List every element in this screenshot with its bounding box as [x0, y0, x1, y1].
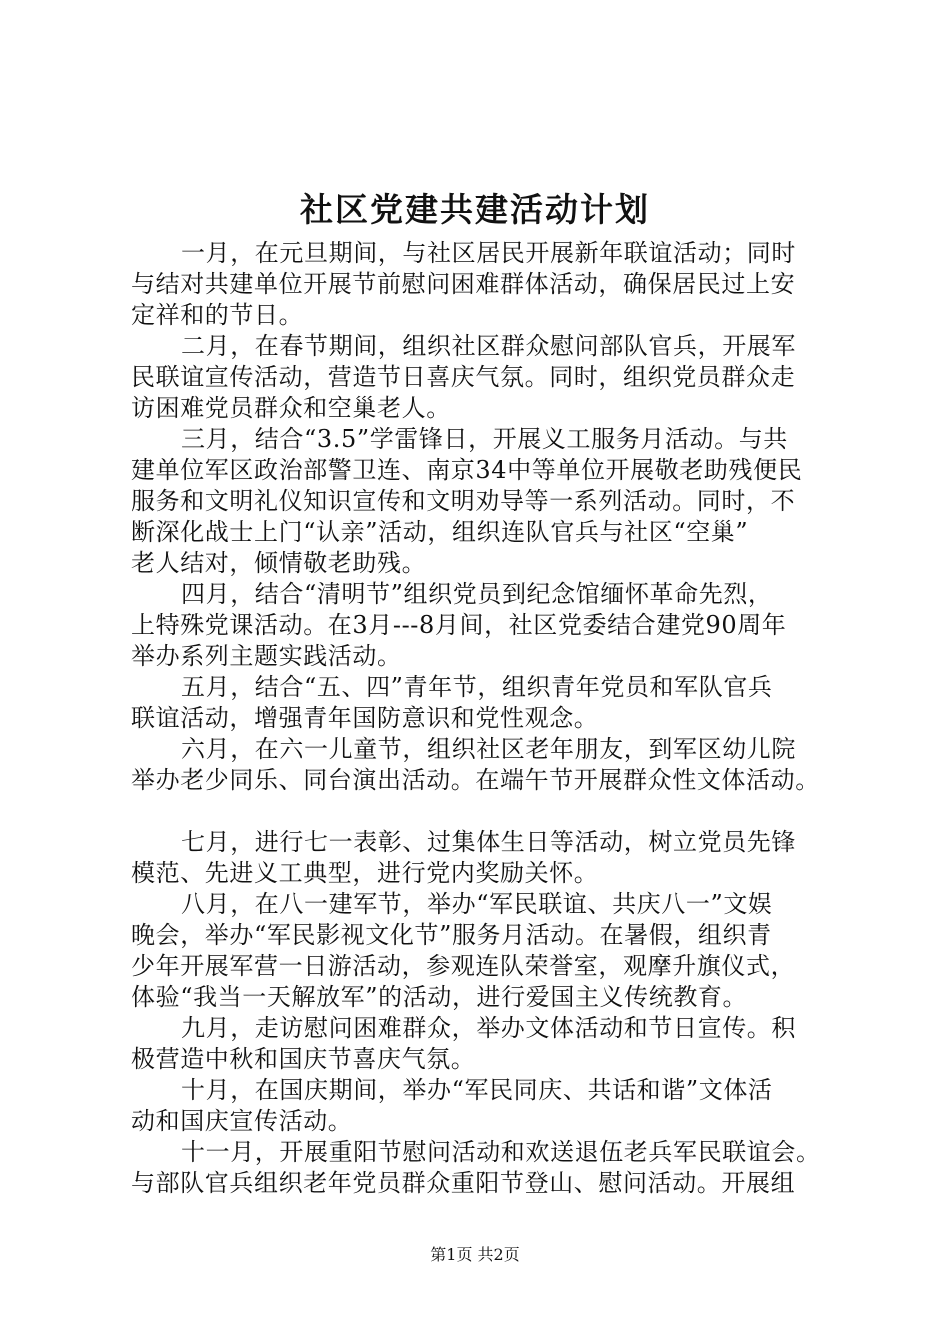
paragraph-line: 晚会，举办“军民影视文化节”服务月活动。在暑假，组织青 [131, 921, 772, 949]
paragraph-line: 七月，进行七一表彰、过集体生日等活动，树立党员先锋 [181, 828, 796, 856]
document-title: 社区党建共建活动计划 [300, 190, 650, 229]
paragraph-line: 五月，结合“五、四”青年节，组织青年党员和军队官兵 [181, 673, 773, 701]
paragraph-line: 与结对共建单位开展节前慰问困难群体活动，确保居民过上安 [131, 270, 796, 298]
paragraph-line: 民联谊宣传活动，营造节日喜庆气氛。同时，组织党员群众走 [131, 363, 796, 391]
paragraph-line: 建单位军区政治部警卫连、南京34中等单位开展敬老助残便民 [131, 456, 803, 484]
paragraph-line: 体验“我当一天解放军”的活动，进行爱国主义传统教育。 [131, 983, 748, 1011]
paragraph-line: 少年开展军营一日游活动，参观连队荣誉室，观摩升旗仪式， [131, 952, 796, 980]
paragraph-line: 十月，在国庆期间，举办“军民同庆、共话和谐”文体活 [181, 1076, 773, 1104]
paragraph-line: 九月，走访慰问困难群众，举办文体活动和节日宣传。积 [181, 1014, 796, 1042]
paragraph-line: 举办系列主题实践活动。 [131, 642, 402, 670]
document-body [131, 238, 831, 1199]
paragraph-line: 模范、先进义工典型，进行党内奖励关怀。 [131, 859, 599, 887]
paragraph-line: 服务和文明礼仪知识宣传和文明劝导等一系列活动。同时，不 [131, 487, 796, 515]
page-footer: 第1页 共2页 [430, 1245, 520, 1264]
paragraph-line: 与部队官兵组织老年党员群众重阳节登山、慰问活动。开展组 [131, 1169, 796, 1197]
paragraph-line: 极营造中秋和国庆节喜庆气氛。 [131, 1045, 476, 1073]
paragraph-line: 一月，在元旦期间，与社区居民开展新年联谊活动；同时 [181, 239, 796, 267]
paragraph-line: 举办老少同乐、同台演出活动。在端午节开展群众性文体活动。 [131, 766, 820, 794]
paragraph-line: 断深化战士上门“认亲”活动，组织连队官兵与社区“空巢” [131, 518, 749, 546]
paragraph-line: 定祥和的节日。 [131, 301, 304, 329]
paragraph-line: 十一月，开展重阳节慰问活动和欢送退伍老兵军民联谊会。 [181, 1138, 821, 1166]
paragraph-line: 三月，结合“3.5”学雷锋日，开展义工服务月活动。与共 [181, 425, 788, 453]
paragraph-line: 上特殊党课活动。在3月---8月间，社区党委结合建党90周年 [131, 611, 787, 639]
paragraph-line: 联谊活动，增强青年国防意识和党性观念。 [131, 704, 599, 732]
paragraph-line: 八月，在八一建军节，举办“军民联谊、共庆八一”文娱 [181, 890, 773, 918]
paragraph-line: 二月，在春节期间，组织社区群众慰问部队官兵，开展军 [181, 332, 796, 360]
blank-line [131, 796, 831, 827]
paragraph-line: 六月，在六一儿童节，组织社区老年朋友，到军区幼儿院 [181, 735, 796, 763]
paragraph-line: 老人结对，倾情敬老助残。 [131, 549, 427, 577]
paragraph-line: 动和国庆宣传活动。 [131, 1107, 353, 1135]
paragraph-line: 访困难党员群众和空巢老人。 [131, 394, 451, 422]
paragraph-line: 四月，结合“清明节”组织党员到纪念馆缅怀革命先烈， [181, 580, 773, 608]
